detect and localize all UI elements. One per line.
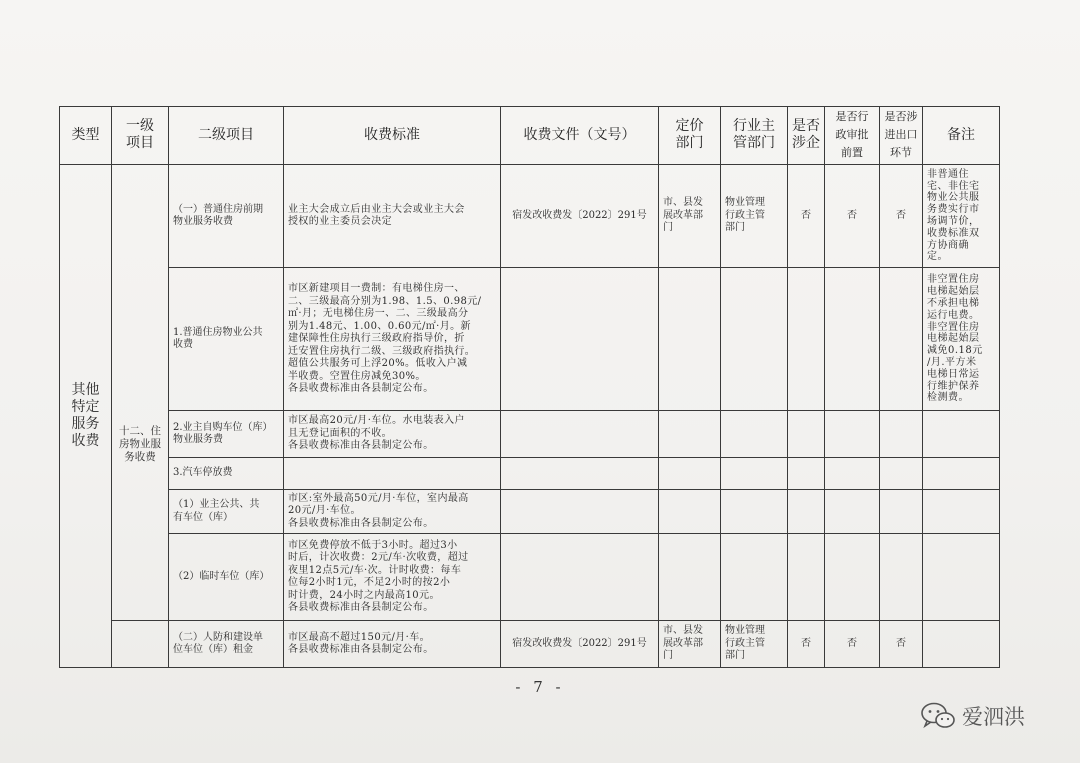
level1-cell: 十二、住 房物业服 务收费 xyxy=(112,268,169,621)
level2-cell: （2）临时车位（库） xyxy=(169,534,284,621)
header-standard: 收费标准 xyxy=(284,107,501,165)
level2-cell: 3.汽车停放费 xyxy=(169,457,284,489)
header-pricing-dept: 定价 部门 xyxy=(659,107,721,165)
table-row xyxy=(60,164,1000,267)
header-industry-dept: 行业主 管部门 xyxy=(721,107,788,165)
document-cell: 宿发改收费发〔2022〕291号 xyxy=(501,621,659,668)
table-row xyxy=(60,411,1000,458)
standard-cell: 市区免费停放不低于3小时。超过3小 时后，计次收费：2元/车·次收费，超过 夜里12点5元/车·次。计时收费：每车 位每2小时1元，不足2小时的按2小 时计费，24小时之内最高10元。 各县收费标准由各县制定公布。 xyxy=(284,534,501,621)
import-export-cell: 否 xyxy=(880,621,923,668)
header-document: 收费文件（文号） xyxy=(501,107,659,165)
import-export-cell: 否 xyxy=(880,164,923,267)
header-enterprise: 是否 涉企 xyxy=(788,107,825,165)
standard-cell xyxy=(284,457,501,489)
industry-dept-cell: 物业管理 行政主管 部门 xyxy=(721,621,788,668)
standard-cell: 市区最高不超过150元/月·车。 各县收费标准由各县制定公布。 xyxy=(284,621,501,668)
standard-cell: 市区:室外最高50元/月·车位，室内最高 20元/月·车位。 各县收费标准由各县制定公布。 xyxy=(284,490,501,534)
wechat-icon xyxy=(920,701,956,731)
document-cell: 宿发改收费发〔2022〕291号 xyxy=(501,164,659,267)
table-row xyxy=(60,490,1000,534)
enterprise-cell: 否 xyxy=(788,164,825,267)
fee-table xyxy=(59,106,1000,668)
header-row xyxy=(60,107,1000,165)
table-row xyxy=(60,457,1000,489)
header-remarks: 备注 xyxy=(923,107,1000,165)
table-row xyxy=(60,621,1000,668)
industry-dept-cell: 物业管理 行政主管 部门 xyxy=(721,164,788,267)
pricing-dept-cell: 市、县发 展改革部 门 xyxy=(659,164,721,267)
header-type: 类型 xyxy=(60,107,112,165)
header-import-export: 是否涉 进出口 环节 xyxy=(880,107,923,165)
pricing-dept-cell: 市、县发 展改革部 门 xyxy=(659,621,721,668)
category-cell: 其他 特定 服务 收费 xyxy=(60,164,112,667)
remarks-cell: 非空置住房 电梯起始层 不承担电梯 运行电费。 非空置住房 电梯起始层 减免0.18元 /月.平方米 电梯日常运 行维护保养 检测费。 xyxy=(923,268,1000,411)
table-row xyxy=(60,268,1000,411)
level2-cell: 2.业主自购车位（库） 物业服务费 xyxy=(169,411,284,458)
review-cell: 否 xyxy=(825,621,880,668)
level2-cell: 1.普通住房物业公共 收费 xyxy=(169,268,284,411)
standard-cell: 市区新建项目一费制：有电梯住房一、 二、三级最高分别为1.98、1.5、0.98元/ ㎡·月；无电梯住房一、二、三级最高分 别为1.48元、1.00、0.60元/㎡·月。新 建保障性住房执行三级政府指导价，折 迁安置住房执行二级、三级政府指执行。 超值公共服务可上浮20%。低收入户减 半收费。空置住房减免30%。 各县收费标准由各县制定公布。 xyxy=(284,268,501,411)
page-number: - 7 - xyxy=(515,678,565,696)
header-level2: 二级项目 xyxy=(169,107,284,165)
remarks-cell: 非普通住 宅、非住宅 物业公共服 务费实行市 场调节价， 收费标准双 方协商确 定。 xyxy=(923,164,1000,267)
header-review: 是否行 政审批 前置 xyxy=(825,107,880,165)
standard-cell: 业主大会成立后由业主大会或业主大会 授权的业主委员会决定 xyxy=(284,164,501,267)
enterprise-cell: 否 xyxy=(788,621,825,668)
level2-cell: （二）人防和建设单 位车位（库）租金 xyxy=(169,621,284,668)
watermark-text: 爱泗洪 xyxy=(962,705,1025,729)
level2-cell: （一）普通住房前期 物业服务收费 xyxy=(169,164,284,267)
table-row xyxy=(60,534,1000,621)
header-level1: 一级 项目 xyxy=(112,107,169,165)
review-cell: 否 xyxy=(825,164,880,267)
level2-cell: （1）业主公共、共 有车位（库） xyxy=(169,490,284,534)
watermark xyxy=(920,700,1025,732)
standard-cell: 市区最高20元/月·车位。水电装表入户 且无登记面积的不收。 各县收费标准由各县制定公布。 xyxy=(284,411,501,458)
